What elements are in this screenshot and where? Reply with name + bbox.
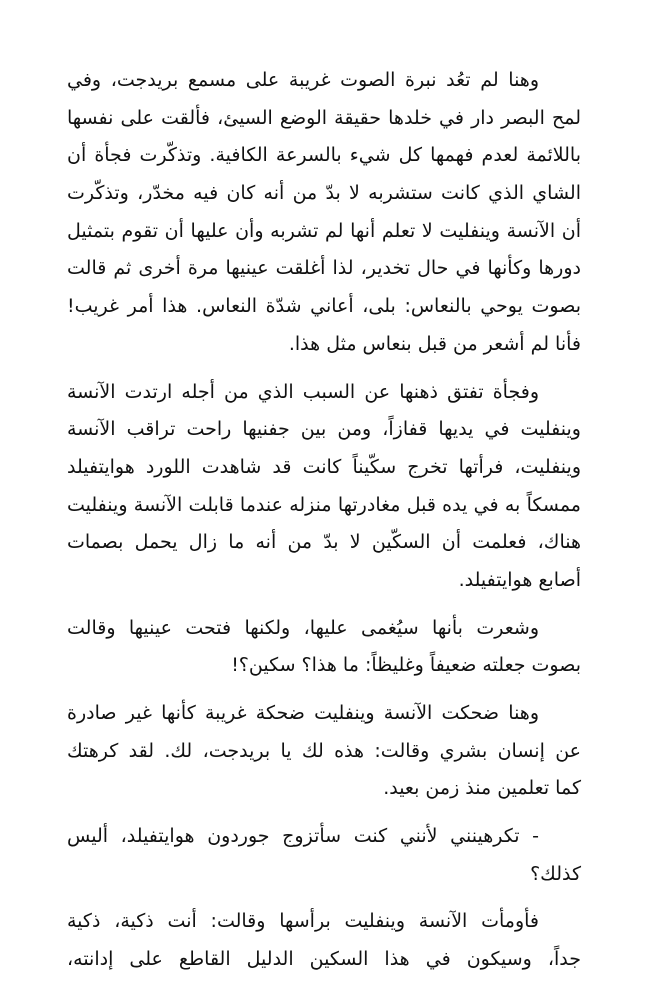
book-page bbox=[67, 62, 581, 989]
text-line: لمح البصر دار في خلدها حقيقة الوضع السيئ، فألقت على نفسها bbox=[67, 106, 581, 129]
text-line: وهنا ضحكت الآنسة وينفليت ضحكة غريبة كأنها غير صادرة bbox=[67, 702, 539, 724]
text-line: هناك، فعلمت أن السكّين لا بدّ من أنه ما زال يحمل بصمات bbox=[67, 531, 581, 554]
paragraph bbox=[67, 695, 581, 808]
text-line: دورها وكأنها في حال تخدير، لذا أغلقت عينيها مرة أخرى ثم قالت bbox=[67, 257, 581, 280]
text-line: أصابع هوايتفيلد. bbox=[458, 568, 581, 591]
text-line: بصوت يوحي بالنعاس: بلى، أعاني شدّة النعاس. هذا أمر غريب! bbox=[67, 295, 581, 318]
text-line: - تكرهينني لأنني كنت سأتزوج جوردون هوايتفيلد، أليس bbox=[67, 825, 539, 848]
text-line: عن إنسان بشري وقالت: هذه لك يا بريدجت، لك. لقد كرهتك bbox=[67, 739, 581, 762]
text-line: الشاي الذي كانت ستشربه لا بدّ من أنه كان فيه مخدّر، وتذكّرت bbox=[67, 182, 581, 205]
text-line: وينفليت، فرأتها تخرج سكّيناً كانت قد شاهدت اللورد هوايتفيلد bbox=[67, 455, 581, 478]
paragraph bbox=[67, 374, 581, 600]
text-line: فأنا لم أشعر من قبل بنعاس مثل هذا. bbox=[288, 332, 581, 355]
paragraph bbox=[67, 62, 581, 364]
text-line: وشعرت بأنها سيُغمى عليها، ولكنها فتحت عينيها وقالت bbox=[67, 616, 539, 639]
text-line: وفجأة تفتق ذهنها عن السبب الذي من أجله ارتدت الآنسة bbox=[67, 380, 539, 403]
text-line: باللائمة لعدم فهمها كل شيء بالسرعة الكافية. وتذكّرت فجأة أن bbox=[67, 144, 581, 167]
paragraph bbox=[67, 903, 581, 978]
paragraph bbox=[67, 818, 581, 893]
text-line: كما تعلمين منذ زمن بعيد. bbox=[383, 777, 581, 800]
text-line: وينفليت في يديها قفازاً، ومن بين جفنيها راحت تراقب الآنسة bbox=[67, 418, 581, 441]
text-line: وهنا لم تعُد نبرة الصوت غريبة على مسمع بريدجت، وفي bbox=[67, 69, 539, 91]
text-line: كذلك؟ bbox=[530, 862, 581, 885]
text-line: جداً، وسيكون في هذا السكين الدليل القاطع على إدانته، bbox=[67, 948, 581, 971]
text-line: أن الآنسة وينفليت لا تعلم أنها لم تشربه وأن عليها أن تقوم بتمثيل bbox=[67, 219, 581, 242]
text-line: فأومأت الآنسة وينفليت برأسها وقالت: أنت ذكية، ذكية bbox=[67, 910, 539, 933]
paragraph bbox=[67, 610, 581, 685]
text-line: بصوت جعلته ضعيفاً وغليظاً: ما هذا؟ سكين؟! bbox=[231, 654, 581, 677]
text-line: ممسكاً به في يده قبل مغادرتها منزله عندما قابلت الآنسة وينفليت bbox=[67, 493, 581, 516]
